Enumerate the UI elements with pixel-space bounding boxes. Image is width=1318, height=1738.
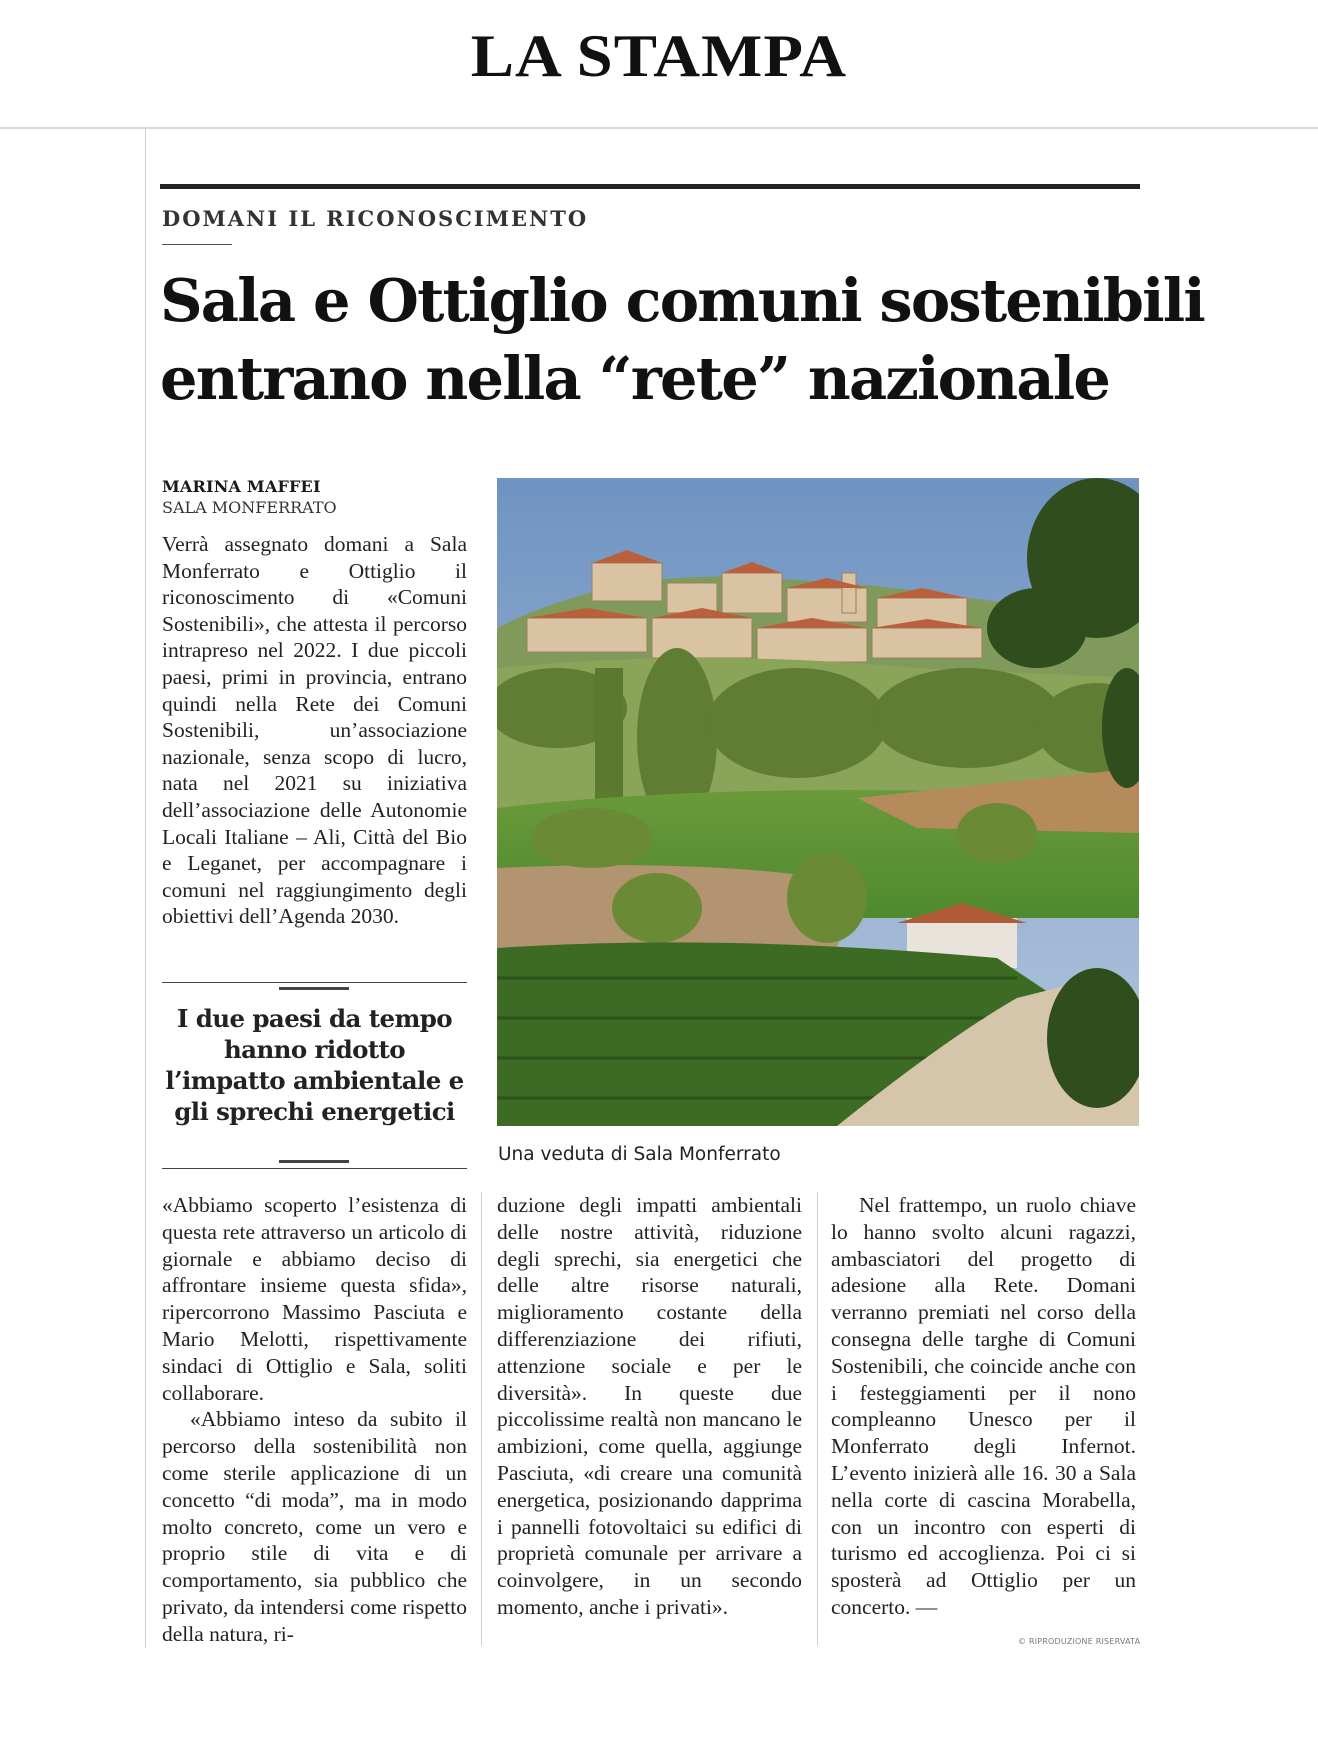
pull-quote-bottom-mark — [279, 1160, 349, 1163]
column-separator — [817, 1192, 818, 1646]
pull-quote-bottom-rule — [162, 1168, 467, 1169]
article-kicker: DOMANI IL RICONOSCIMENTO — [162, 206, 589, 231]
body-paragraph: Nel frattempo, un ruolo chiave lo hanno svolto alcuni ragazzi, ambasciatori del progetto di adesione alla Rete. Domani verranno premiati nel corso della consegna delle targhe di Comuni Sostenibili, che coincide anche con i festeggiamenti per il nono compleanno Unesco per il Monferrato degli Infernot. L’evento inizierà alle 16. 30 a Sala nella corte di cascina Morabella, con un incontro con esperti di turismo ed accoglienza. Poi ci si sposterà ad Ottiglio per un concerto. — — [831, 1193, 1136, 1619]
byline — [162, 476, 337, 518]
masthead — [0, 0, 1318, 129]
body-paragraph: duzione degli impatti ambientali delle nostre attività, riduzione degli sprechi, sia energetici che delle altre risorse naturali, miglioramento costante della differenziazione dei rifiuti, attenzione sociale e per le diversità». In queste due piccolissime realtà non mancano le ambizioni, come quella, aggiunge Pasciuta, «di creare una comunità energetica, posizionando dapprima i pannelli fotovoltaici su edifici di proprietà comunale per arrivare a coinvolgere, in un secondo momento, anche i privati». — [497, 1193, 802, 1619]
body-column-1 — [162, 1192, 467, 1648]
page-edge-rule — [145, 128, 146, 1648]
landscape-photo — [497, 478, 1139, 1126]
body-column-3 — [831, 1192, 1136, 1621]
pull-quote-top-rule — [162, 982, 467, 983]
body-paragraph: «Abbiamo scoperto l’esistenza di questa rete attraverso un articolo di giornale e abbiamo deciso di affrontare insieme questa sfida», ripercorrono Massimo Pasciuta e Mario Melotti, rispettivamente sindaci di Ottiglio e Sala, soliti collaborare. — [162, 1193, 467, 1405]
copyright-notice: © RIPRODUZIONE RISERVATA — [1018, 1637, 1141, 1646]
pull-quote-top-mark — [279, 987, 349, 990]
intro-paragraph: Verrà assegnato domani a Sala Monferrato e Ottiglio il riconoscimento di «Comuni Sostenibili», che attesta il percorso intrapreso nel 2022. I due piccoli paesi, primi in provincia, entrano quindi nella Rete dei Comuni Sostenibili, un’associazione nazionale, senza scopo di lucro, nata nel 2021 su iniziativa dell’associazione delle Autonomie Locali Italiane – Ali, Città del Bio e Leganet, per accompagnare i comuni nel raggiungimento degli obiettivi dell’Agenda 2030. — [162, 532, 467, 929]
article-top-rule — [160, 184, 1140, 189]
headline-line-2: entrano nella “rete” nazionale — [160, 344, 1110, 413]
photo-caption: Una veduta di Sala Monferrato — [498, 1144, 781, 1165]
newspaper-logo: LA STAMPA — [470, 23, 848, 89]
article-headline — [160, 262, 1205, 418]
headline-line-1: Sala e Ottiglio comuni sostenibili — [160, 266, 1205, 335]
kicker-underline — [162, 244, 232, 245]
dateline-place: SALA MONFERRATO — [162, 498, 337, 517]
pull-quote: I due paesi da tempo hanno ridotto l’impatto ambientale e gli sprechi energetici — [165, 1004, 464, 1126]
author-name: MARINA MAFFEI — [162, 477, 321, 496]
column-separator — [481, 1192, 482, 1646]
body-paragraph: «Abbiamo inteso da subito il percorso della sostenibilità non come sterile applicazione di un concetto “di moda”, ma in modo molto concreto, come un vero e proprio stile di vita e di comportamento, sia pubblico che privato, da intendersi come rispetto della natura, ri- — [162, 1407, 467, 1646]
body-column-2 — [497, 1192, 802, 1621]
